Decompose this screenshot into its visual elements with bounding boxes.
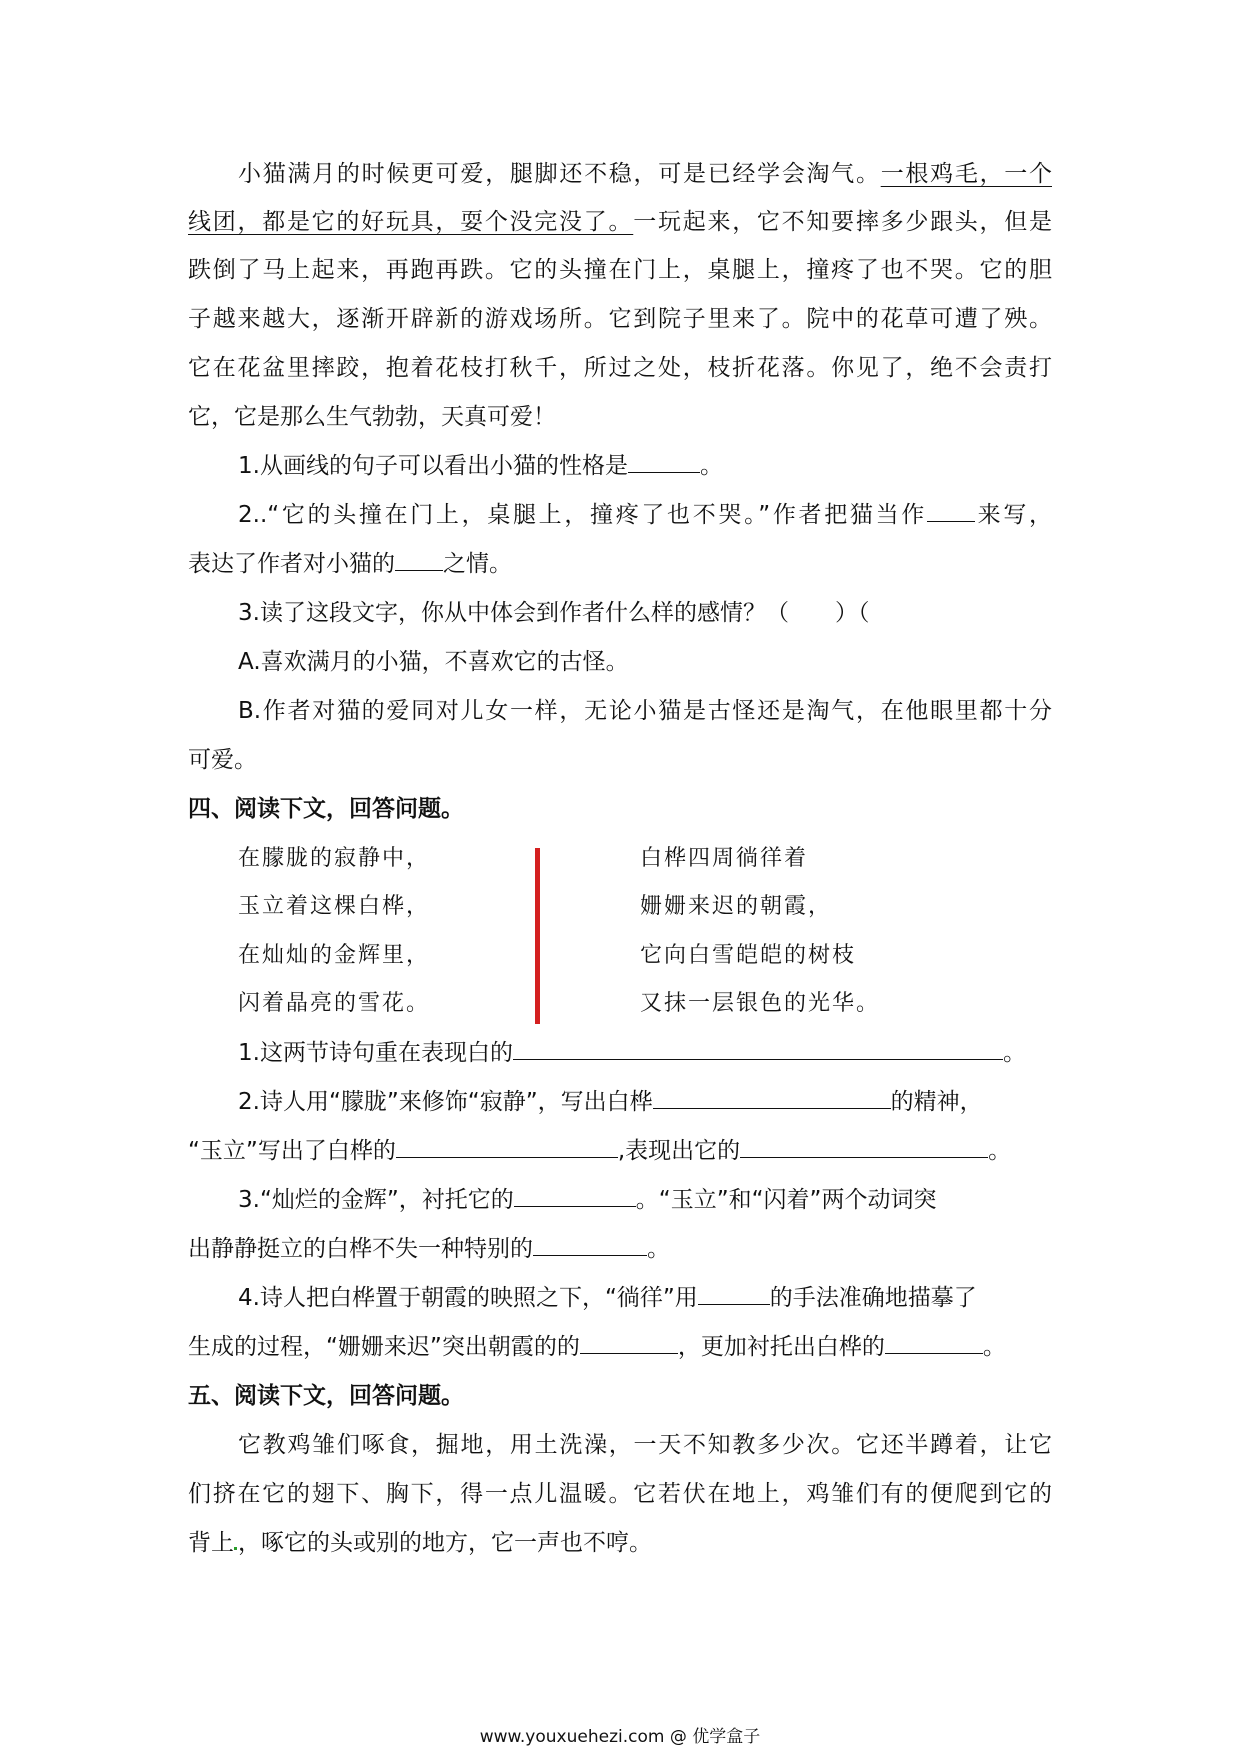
option-b-continued: 可爱。 — [188, 747, 257, 773]
passage-text: 小猫满月的时候更可爱，腿脚还不稳，可是已经学会淘气。 — [238, 161, 881, 187]
poem-divider — [535, 848, 540, 1024]
question-text: 1.这两节诗句重在表现白的 — [238, 1040, 513, 1066]
question-text: 3.“灿烂的金辉”，衬托它的 — [238, 1187, 514, 1213]
question-text: 1.从画线的句子可以看出小猫的性格是 — [238, 453, 628, 479]
poem-right-line: 又抹一层银色的光华。 — [640, 991, 881, 1016]
answer-blank[interactable] — [740, 1135, 988, 1158]
passage-line — [188, 206, 1052, 238]
poem-right-line: 白桦四周徜徉着 — [640, 846, 809, 871]
question-2 — [238, 499, 1052, 531]
question-3: 3.读了这段文字，你从中体会到作者什么样的感情？（ ）（ — [238, 600, 870, 626]
question-text: “玉立”写出了白桦的 — [188, 1138, 396, 1164]
answer-blank[interactable] — [395, 548, 443, 571]
underlined-sentence: 线团，都是它的好玩具，耍个没完没了。 — [188, 209, 634, 235]
question-text: 生成的过程，“姗姗来迟”突出朝霞的的 — [188, 1334, 580, 1360]
s4-question-3-continued — [188, 1233, 1052, 1265]
poem-right-line: 姗姗来迟的朝霞， — [640, 894, 833, 919]
poem-left-line: 闪着晶亮的雪花。 — [238, 991, 431, 1016]
question-text: 。 — [647, 1236, 670, 1262]
answer-blank[interactable] — [927, 499, 975, 522]
answer-blank[interactable] — [653, 1086, 891, 1109]
s4-question-4-continued — [188, 1331, 1052, 1363]
passage-text: 一玩起来，它不知要摔多少跟头，但是 — [633, 209, 1053, 235]
answer-blank[interactable] — [580, 1331, 678, 1354]
section-5-heading: 五、阅读下文，回答问题。 — [188, 1383, 464, 1409]
question-text: 表达了作者对小猫的 — [188, 551, 395, 577]
poem-left-line: 在灿灿的金辉里， — [238, 943, 431, 968]
footer-watermark: www.youxuehezi.com @ 优学盒子 — [479, 1727, 761, 1747]
option-b: B.作者对猫的爱同对儿女一样，无论小猫是古怪还是淘气，在他眼里都十分 — [238, 698, 1052, 724]
s4-question-2-continued — [188, 1135, 1052, 1167]
question-text: 。 — [988, 1138, 1012, 1164]
question-text: 。 — [699, 453, 723, 479]
passage-line — [238, 158, 1052, 190]
passage-line — [188, 1527, 1052, 1559]
passage-line: 它教鸡雏们啄食，掘地，用土洗澡，一天不知教多少次。它还半蹲着，让它 — [238, 1432, 1052, 1458]
answer-blank[interactable] — [628, 450, 700, 473]
underlined-sentence: 一根鸡毛，一个 — [880, 161, 1052, 187]
answer-blank[interactable] — [514, 1184, 636, 1207]
passage-line: 子越来越大，逐渐开辟新的游戏场所。它到院子里来了。院中的花草可遭了殃。 — [188, 306, 1052, 332]
s4-question-2 — [238, 1086, 1052, 1118]
passage-line: 跌倒了马上起来，再跑再跌。它的头撞在门上，桌腿上，撞疼了也不哭。它的胆 — [188, 257, 1052, 283]
question-text: 。 — [1002, 1040, 1026, 1066]
poem-left-line: 玉立着这棵白桦， — [238, 894, 431, 919]
question-text: 。 — [982, 1334, 1006, 1360]
question-text: 之情。 — [443, 551, 512, 577]
question-text: 2.诗人用“朦胧”来修饰“寂静”，写出白桦 — [238, 1089, 653, 1115]
s4-question-3 — [238, 1184, 1052, 1216]
passage-text: ，啄它的头或别的地方，它一声也不哼。 — [238, 1530, 652, 1556]
question-text: 的精神， — [890, 1089, 983, 1115]
option-a: A.喜欢满月的小猫，不喜欢它的古怪。 — [238, 649, 629, 675]
answer-blank[interactable] — [698, 1282, 770, 1305]
passage-line: 它，它是那么生气勃勃，天真可爱！ — [188, 404, 556, 430]
question-text: ,表现出它的 — [617, 1138, 741, 1164]
answer-blank[interactable] — [885, 1331, 983, 1354]
question-2-continued — [188, 548, 1052, 580]
question-text: 2..“它的头撞在门上，桌腿上，撞疼了也不哭。”作者把猫当作 — [238, 502, 927, 528]
s4-question-1 — [238, 1037, 1052, 1069]
section-4-heading: 四、阅读下文，回答问题。 — [188, 796, 464, 822]
answer-blank[interactable] — [396, 1135, 618, 1158]
question-text: 的手法准确地描摹了 — [769, 1285, 977, 1311]
question-text: 4.诗人把白桦置于朝霞的映照之下，“徜徉”用 — [238, 1285, 698, 1311]
question-text: 来写， — [974, 502, 1052, 528]
passage-line: 们挤在它的翅下、胸下，得一点儿温暖。它若伏在地上，鸡雏们有的便爬到它的 — [188, 1481, 1052, 1507]
poem-left-line: 在朦胧的寂静中， — [238, 846, 431, 871]
question-text: 。“玉立”和“闪着”两个动词突 — [635, 1187, 937, 1213]
passage-line: 它在花盆里摔跤，抱着花枝打秋千，所过之处，枝折花落。你见了，绝不会责打 — [188, 355, 1052, 381]
question-text: 出静静挺立的白桦不失一种特别的 — [188, 1236, 533, 1262]
question-text: ，更加衬托出白桦的 — [677, 1334, 885, 1360]
answer-blank[interactable] — [533, 1233, 647, 1256]
question-1 — [238, 450, 1052, 482]
answer-blank[interactable] — [513, 1037, 1003, 1060]
poem-right-line: 它向白雪皑皑的树枝 — [640, 943, 857, 968]
green-dot-mark — [234, 1547, 237, 1550]
s4-question-4 — [238, 1282, 1052, 1314]
passage-text: 背上 — [188, 1530, 234, 1556]
